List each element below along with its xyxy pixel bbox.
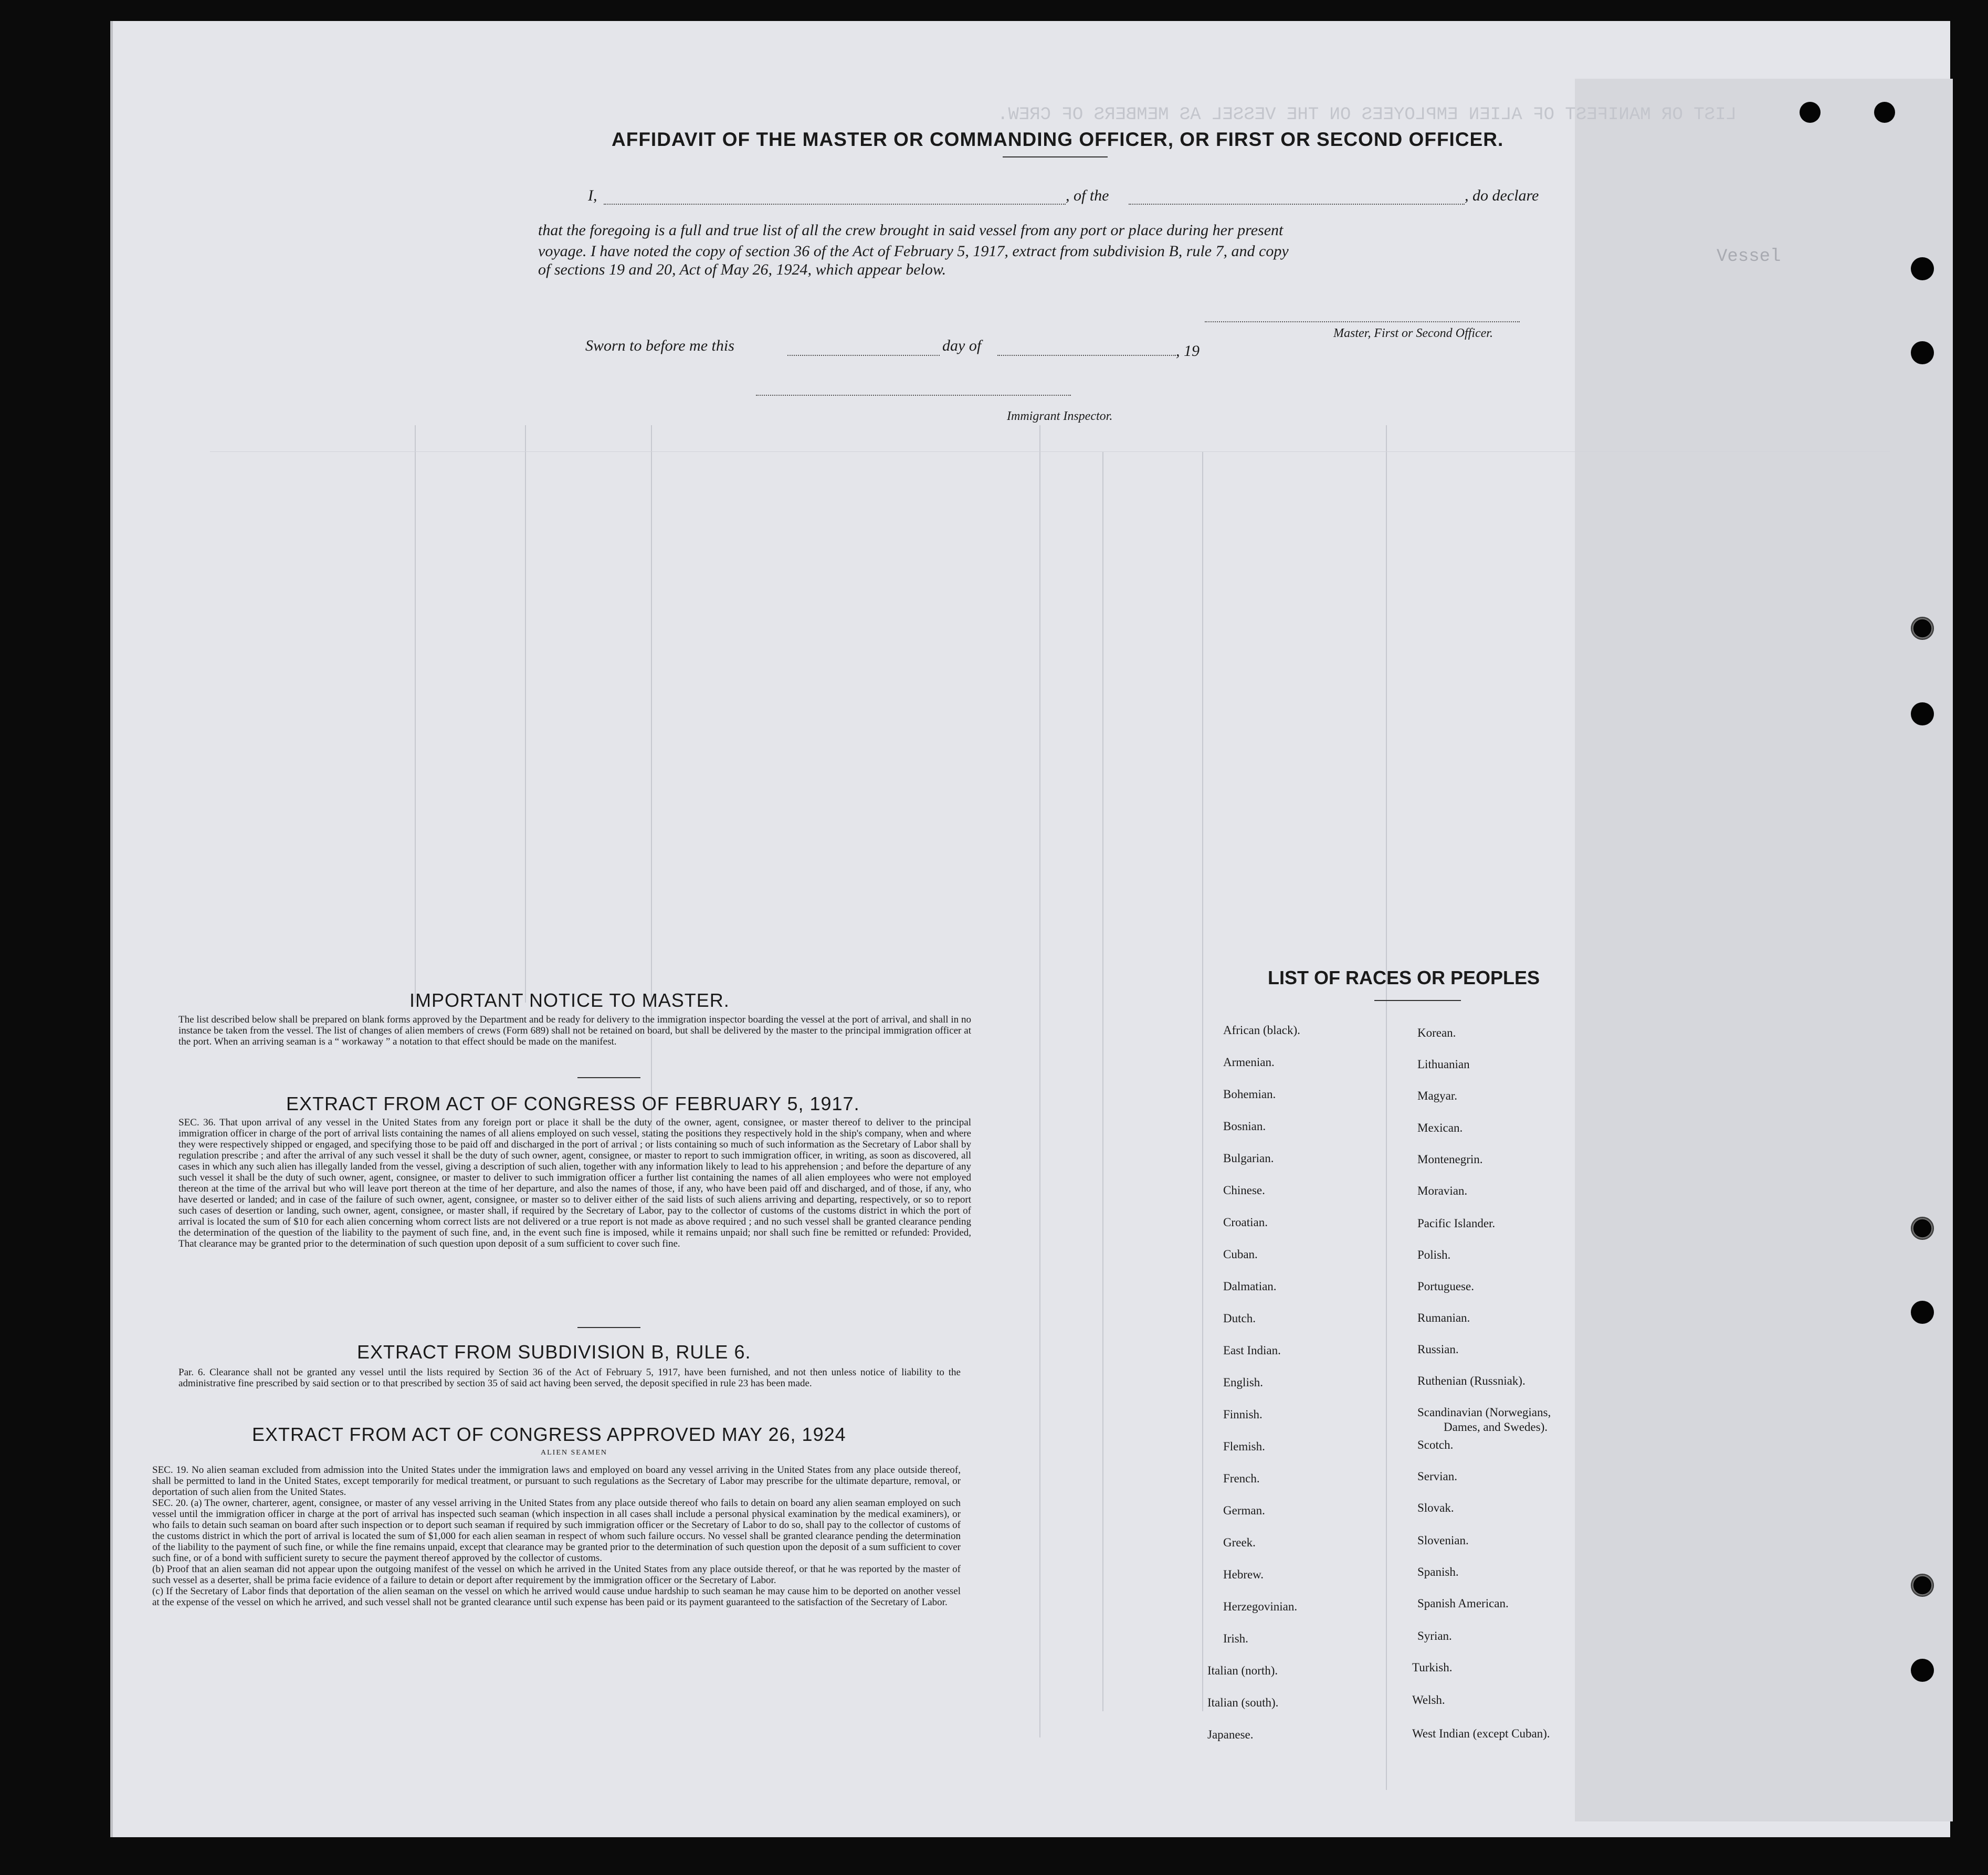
affidavit-line-2: that the foregoing is a full and true list of all the crew brought in said vessel from any port or place during her present	[538, 222, 1284, 239]
race-item: Croatian.	[1223, 1216, 1268, 1229]
race-item: Finnish.	[1223, 1408, 1263, 1421]
divider	[1003, 156, 1108, 157]
sec-20c-text: (c) If the Secretary of Labor finds that deportation of the alien seaman on the vessel on which he arrived would cause undue hardship to such seaman he may cause him to be deported on another vessel at the expense of the vessel on which he arrived, and such vessel shall not be granted clearance until such expense has been paid or its payment guaranteed to the satisfaction of the Secretary of Labor.	[152, 1586, 961, 1608]
race-item: Herzegovinian.	[1223, 1600, 1298, 1613]
bleed-grid-line	[525, 425, 526, 1003]
bleed-grid-line	[1102, 451, 1103, 1711]
race-item: Turkish.	[1412, 1661, 1453, 1674]
race-item: Russian.	[1417, 1343, 1459, 1356]
punch-hole	[1911, 257, 1934, 280]
race-item: African (black).	[1223, 1024, 1300, 1037]
bleed-through-vessel: Vessel	[1717, 247, 1781, 267]
vessel-blank[interactable]	[1129, 204, 1465, 205]
race-item: Magyar.	[1417, 1089, 1458, 1102]
punch-hole	[1911, 617, 1934, 640]
signature-blank[interactable]	[1205, 321, 1520, 322]
race-item: Irish.	[1223, 1632, 1248, 1645]
extract-rule6-title: EXTRACT FROM SUBDIVISION B, RULE 6.	[357, 1341, 751, 1363]
race-item: Spanish American.	[1417, 1597, 1509, 1610]
bleed-grid-line	[1386, 425, 1387, 1790]
divider	[577, 1077, 640, 1078]
extract-rule6-text: Par. 6. Clearance shall not be granted any vessel until the lists required by Section 36 of the Act of February 5, 1917, have been furnished, and not then unless notice of liability to the administrative fine prescribed by said section or to that prescribed by section 35 of said act having been served, the deposit specified in rule 23 has been made.	[178, 1367, 961, 1389]
race-item: Japanese.	[1207, 1728, 1254, 1741]
sec-19-text: SEC. 19. No alien seaman excluded from admission into the United States under the immigration laws and employed on board any vessel arriving in the United States from any place outside thereof, shall be permitted to land in the United States, except temporarily for medical treatment, or pursuant to such regulations as the Secretary of Labor may prescribe for the ultimate departure, removal, or deportation of such alien from the United States.	[152, 1465, 961, 1498]
race-item: Portuguese.	[1417, 1280, 1474, 1293]
race-item: Mexican.	[1417, 1121, 1463, 1134]
affidavit-line-4: of sections 19 and 20, Act of May 26, 1924, which appear below.	[538, 261, 946, 278]
race-item: Montenegrin.	[1417, 1153, 1483, 1166]
punch-hole	[1911, 1574, 1934, 1597]
notice-title: IMPORTANT NOTICE TO MASTER.	[409, 989, 730, 1011]
race-item: Scotch.	[1417, 1438, 1454, 1451]
race-item: Slovenian.	[1417, 1534, 1469, 1547]
affidavit-i-label: I,	[588, 187, 597, 204]
sworn-day-blank[interactable]	[787, 355, 940, 356]
race-item: Spanish.	[1417, 1565, 1459, 1578]
sworn-label: Sworn to before me this	[585, 337, 734, 354]
races-title: LIST OF RACES OR PEOPLES	[1268, 967, 1540, 988]
race-item: Greek.	[1223, 1536, 1256, 1549]
affidavit-title: AFFIDAVIT OF THE MASTER OR COMMANDING OFFICER, OR FIRST OR SECOND OFFICER.	[612, 129, 1504, 150]
extract-1924-subtitle: ALIEN SEAMEN	[541, 1449, 608, 1457]
extract-1917-title: EXTRACT FROM ACT OF CONGRESS OF FEBRUARY 5, 1917.	[286, 1093, 860, 1114]
punch-hole	[1911, 702, 1934, 725]
extract-1924-body	[152, 1465, 961, 1608]
bleed-grid-line	[1039, 425, 1040, 1737]
extract-1917-text: SEC. 36. That upon arrival of any vessel in the United States from any foreign port or place it shall be the duty of the owner, agent, consignee, or master thereof to deliver to the principal immigration officer in charge of the port of arrival lists containing the names of all aliens employed on such vessel, stating the positions they respectively hold in the ship's company, when and where they were respectively shipped or engaged, and specifying those to be paid off and discharged in the port of arrival ; or lists containing so much of such information as the Secretary of Labor shall by regulation prescribe ; and after the arrival of any such vessel it shall be the duty of such owner, agent, consignee, or master to report to such immigration officer, in writing, as soon as discovered, all cases in which any such alien has illegally landed from the vessel, giving a description of such alien, together with any information likely to lead to his apprehension ; and before the departure of any such vessel it shall be the duty of such owner, agent, consignee, or master to deliver to such immigration officer a further list containing the names of all alien employees who were not employed thereon at the time of the arrival but who will leave port thereon at the time of her departure, and also the names of those, if any, who have been paid off and discharged, and of those, if any, who have deserted or landed; and in case of the failure of such owner, agent, consignee, or master so to deliver either of the said lists of such aliens arriving and departing, respectively, or so to report such cases of desertion or landing, such owner, agent, consignee, or master shall, if required by the Secretary of Labor, pay to the collector of customs of the customs district in which the port of arrival is located the sum of $10 for each alien concerning whom correct lists are not delivered or a true report is not made as above required ; and no such vessel shall be granted clearance pending the determination of the question of the liability to the payment of such fine, and, in the event such fine is imposed, while it remains unpaid; nor shall such fine be remitted or refunded: Provided, That clearance may be granted prior to the determination of such question upon deposit of a sum sufficient to cover such fine.	[178, 1117, 971, 1249]
race-item: Servian.	[1417, 1470, 1458, 1483]
affidavit-of-the-label: , of the	[1066, 187, 1109, 204]
extract-1924-title: EXTRACT FROM ACT OF CONGRESS APPROVED MAY 26, 1924	[252, 1424, 846, 1445]
divider	[577, 1327, 640, 1328]
race-item: Pacific Islander.	[1417, 1217, 1496, 1230]
punch-hole	[1874, 102, 1895, 123]
page-edge-shadow	[1575, 79, 1953, 1821]
race-item: Ruthenian (Russniak).	[1417, 1374, 1526, 1387]
extract-1917-body	[178, 1117, 971, 1249]
sec-20a-text: SEC. 20. (a) The owner, charterer, agent, consignee, or master of any vessel arriving in the United States from any place outside thereof who fails to detain on board any alien seaman employed on such vessel until the immigration officer in charge at the port of arrival has inspected such seaman (which inspection in all cases shall include a personal physical examination by the medical examiners), or who fails to detain such seaman on board after such inspection or to deport such seaman if required by such immigration officer or the Secretary of Labor to do so, shall pay to the collector of customs of the customs district in which the port of arrival is located the sum of $1,000 for each alien seaman in respect of whom such failure occurs. No vessel shall be granted clearance pending the determination of the liability to the payment of such fine, or while the fine remains unpaid, except that clearance may be granted prior to the determination of such question upon the deposit of a sum sufficient to cover such fine, or of a bond with sufficient surety to secure the payment thereof approved by the collector of customs.	[152, 1498, 961, 1564]
sworn-year-label: , 19	[1176, 342, 1200, 360]
race-item: Slovak.	[1417, 1501, 1454, 1514]
bleed-grid-line	[651, 425, 652, 1160]
race-item: Rumanian.	[1417, 1311, 1470, 1324]
race-item: Moravian.	[1417, 1184, 1468, 1197]
race-item: French.	[1223, 1472, 1260, 1485]
race-item: Dutch.	[1223, 1312, 1256, 1325]
race-item: Lithuanian	[1417, 1058, 1470, 1071]
race-item: East Indian.	[1223, 1344, 1281, 1357]
affidavit-line-3: voyage. I have noted the copy of section 36 of the Act of February 5, 1917, extract from subdivision B, rule 7, and copy	[538, 243, 1289, 260]
punch-hole	[1911, 1301, 1934, 1324]
race-item: Armenian.	[1223, 1056, 1275, 1069]
race-item: Polish.	[1417, 1248, 1451, 1261]
race-item: Bohemian.	[1223, 1088, 1276, 1101]
race-item: Chinese.	[1223, 1184, 1265, 1197]
notice-body	[178, 1014, 971, 1047]
race-item: Cuban.	[1223, 1248, 1258, 1261]
extract-rule6-body	[178, 1367, 961, 1389]
race-item: West Indian (except Cuban).	[1412, 1727, 1550, 1740]
race-item: Welsh.	[1412, 1693, 1445, 1707]
name-blank[interactable]	[604, 204, 1066, 205]
bleed-grid-line	[415, 425, 416, 1003]
inspector-blank[interactable]	[756, 395, 1071, 396]
race-item: English.	[1223, 1376, 1264, 1389]
bleed-grid-line	[1202, 451, 1203, 1711]
race-item: Dames, and Swedes).	[1444, 1420, 1548, 1434]
race-item: Flemish.	[1223, 1440, 1265, 1453]
affidavit-declare-label: , do declare	[1465, 187, 1539, 204]
punch-hole	[1911, 1659, 1934, 1682]
bleed-through-header: LIST OR MANIFEST OF ALIEN EMPLOYEES ON THE VESSEL AS MEMBERS OF CREW.	[997, 105, 1737, 125]
race-item: Italian (south).	[1207, 1696, 1279, 1709]
race-item: Scandinavian (Norwegians,	[1417, 1406, 1551, 1419]
race-item: Korean.	[1417, 1026, 1456, 1039]
sec-20b-text: (b) Proof that an alien seaman did not appear upon the outgoing manifest of the vessel on which he arrived in the United States from any place outside thereof, or that he was reported by the master of such vessel as a deserter, shall be prima facie evidence of a failure to detain or deport after requirement by the immigration officer or the Secretary of Labor.	[152, 1564, 961, 1586]
punch-hole	[1911, 1217, 1934, 1240]
punch-hole	[1800, 102, 1821, 123]
race-item: Syrian.	[1417, 1629, 1452, 1642]
inspector-label: Immigrant Inspector.	[1007, 409, 1113, 423]
sworn-month-blank[interactable]	[997, 355, 1176, 356]
punch-hole	[1911, 341, 1934, 364]
signature-label: Master, First or Second Officer.	[1333, 326, 1493, 340]
sworn-day-of-label: day of	[942, 337, 982, 354]
divider	[1374, 1000, 1461, 1001]
race-item: Dalmatian.	[1223, 1280, 1277, 1293]
notice-text: The list described below shall be prepared on blank forms approved by the Department and be ready for delivery to the immigration inspector boarding the vessel at the port of arrival, and shall in no instance be taken from the vessel. The list of changes of alien members of crews (Form 689) shall not be retained on board, but shall be delivered by the master to the principal immigration officer at the port. When an arriving seaman is a “ workaway ” a notation to that effect should be made on the manifest.	[178, 1014, 971, 1047]
race-item: German.	[1223, 1504, 1265, 1517]
race-item: Bulgarian.	[1223, 1152, 1274, 1165]
bleed-grid-line	[210, 451, 1890, 452]
race-item: Bosnian.	[1223, 1120, 1266, 1133]
race-item: Italian (north).	[1207, 1664, 1278, 1677]
race-item: Hebrew.	[1223, 1568, 1264, 1581]
